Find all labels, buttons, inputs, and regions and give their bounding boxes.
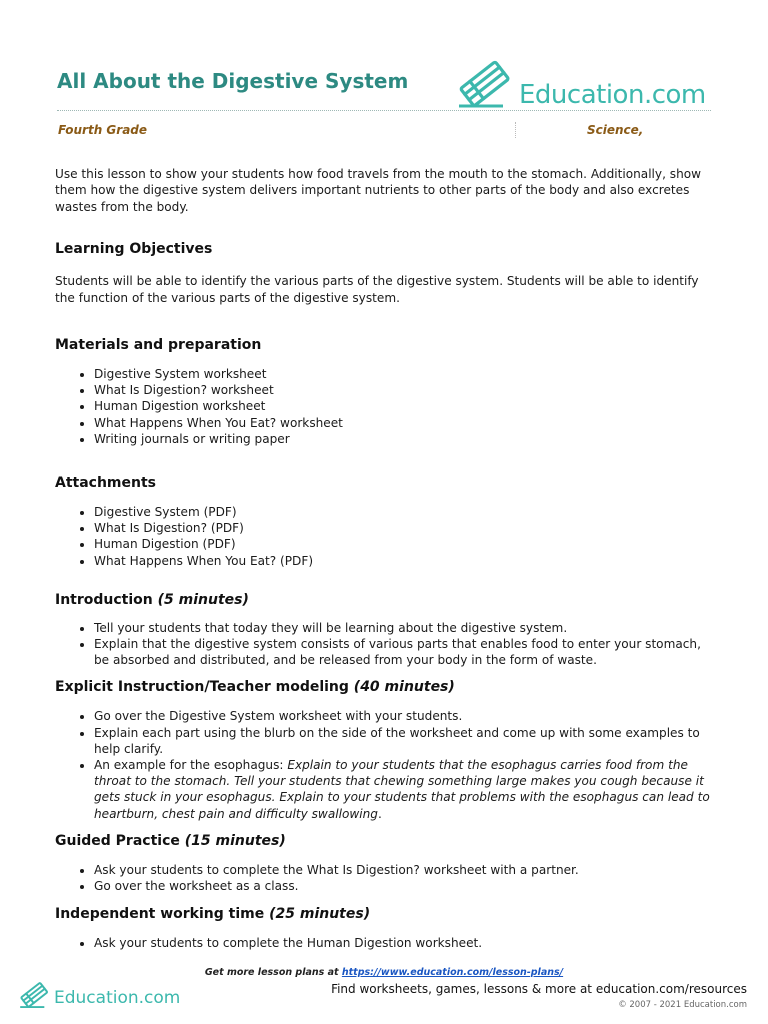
materials-list (55, 366, 715, 447)
heading-text: Guided Practice (55, 832, 180, 849)
list-item: • Digestive System worksheet (94, 366, 715, 382)
list-item: • Writing journals or writing paper (94, 431, 715, 447)
list-item: • Go over the Digestive System worksheet with your students. (94, 708, 715, 724)
list-item: • Human Digestion worksheet (94, 398, 715, 414)
section-heading-explicit-instruction (55, 679, 715, 695)
subject-label: Science, (587, 123, 644, 137)
explicit-instruction-list (55, 708, 715, 821)
heading-text: Explicit Instruction/Teacher modeling (55, 679, 349, 696)
footer-more-text: Get more lesson plans at (204, 967, 342, 978)
heading-duration: (15 minutes) (184, 832, 286, 849)
section-heading-independent (55, 906, 715, 922)
learning-objectives-text: Students will be able to identify the various parts of the digestive system. Students will be able to identify the function of the various parts of the digestive system. (55, 274, 699, 305)
education-logo[interactable] (455, 54, 706, 114)
list-item: • What Happens When You Eat? worksheet (94, 415, 715, 431)
example-end: . (377, 806, 382, 821)
list-item (94, 757, 715, 822)
list-item: • Explain each part using the blurb on the side of the worksheet and come up with some examples to help clarify. (94, 725, 715, 757)
meta-separator (515, 122, 516, 138)
list-item: • Ask your students to complete the Human Digestion worksheet. (94, 935, 715, 951)
pencil-paper-logo-icon (455, 58, 517, 110)
heading-duration: (25 minutes) (269, 906, 371, 923)
attachments-list (55, 504, 715, 569)
header-divider (57, 110, 711, 111)
page-title: All About the Digestive System (57, 69, 409, 93)
lesson-content (55, 166, 715, 952)
heading-duration: (40 minutes) (353, 679, 455, 696)
independent-list (55, 935, 715, 951)
footer-education-logo[interactable] (18, 980, 180, 1010)
lesson-plans-link[interactable]: https://www.education.com/lesson-plans/ (341, 967, 564, 978)
guided-practice-list (55, 862, 715, 894)
example-italic: Explain to your students that the esophagus carries food from the throat to the stomach. Tell your students that chewing something large makes you cough because it gets stuck in your esophagus. Explain to your students that problems with the esophagus can lead to heartburn, chest pain and difficulty swallowing (94, 758, 710, 821)
footer-more-lessons (0, 967, 768, 978)
list-item: • Explain that the digestive system consists of various parts that enables food to enter your stomach, be absorbed and distributed, and be released from your body in the form of waste. (94, 636, 715, 668)
list-item: • Tell your students that today they will be learning about the digestive system. (94, 620, 715, 636)
pencil-paper-logo-icon (18, 980, 52, 1010)
heading-text: Independent working time (55, 906, 265, 923)
list-item: • Go over the worksheet as a class. (94, 878, 715, 894)
section-heading-guided-practice (55, 833, 715, 849)
section-heading-attachments: Attachments (55, 475, 157, 492)
example-lead: An example for the esophagus: (94, 758, 288, 773)
list-item: • Ask your students to complete the What Is Digestion? worksheet with a partner. (94, 862, 715, 878)
grade-label: Fourth Grade (58, 123, 148, 137)
attachment-link[interactable]: • What Happens When You Eat? (PDF) (94, 553, 715, 569)
section-heading-materials: Materials and preparation (55, 337, 262, 354)
section-heading-introduction (55, 592, 715, 608)
list-item: • What Is Digestion? worksheet (94, 382, 715, 398)
heading-text: Introduction (55, 591, 153, 608)
footer-logo-wordmark: Education.com (54, 988, 181, 1008)
intro-paragraph: Use this lesson to show your students how food travels from the mouth to the stomach. Additionally, show them how the digestive system delivers important nutrients to other parts of the body and also excretes wastes from the body. (55, 167, 702, 214)
logo-wordmark: Education.com (519, 80, 706, 110)
section-heading-learning-objectives: Learning Objectives (55, 241, 213, 258)
footer-find-text: Find worksheets, games, lessons & more at education.com/resources (331, 982, 747, 996)
attachment-link[interactable]: • Digestive System (PDF) (94, 504, 715, 520)
attachment-link[interactable]: • What Is Digestion? (PDF) (94, 520, 715, 536)
introduction-list (55, 620, 715, 669)
footer-copyright: © 2007 - 2021 Education.com (618, 1000, 747, 1010)
heading-duration: (5 minutes) (157, 591, 249, 608)
attachment-link[interactable]: • Human Digestion (PDF) (94, 536, 715, 552)
